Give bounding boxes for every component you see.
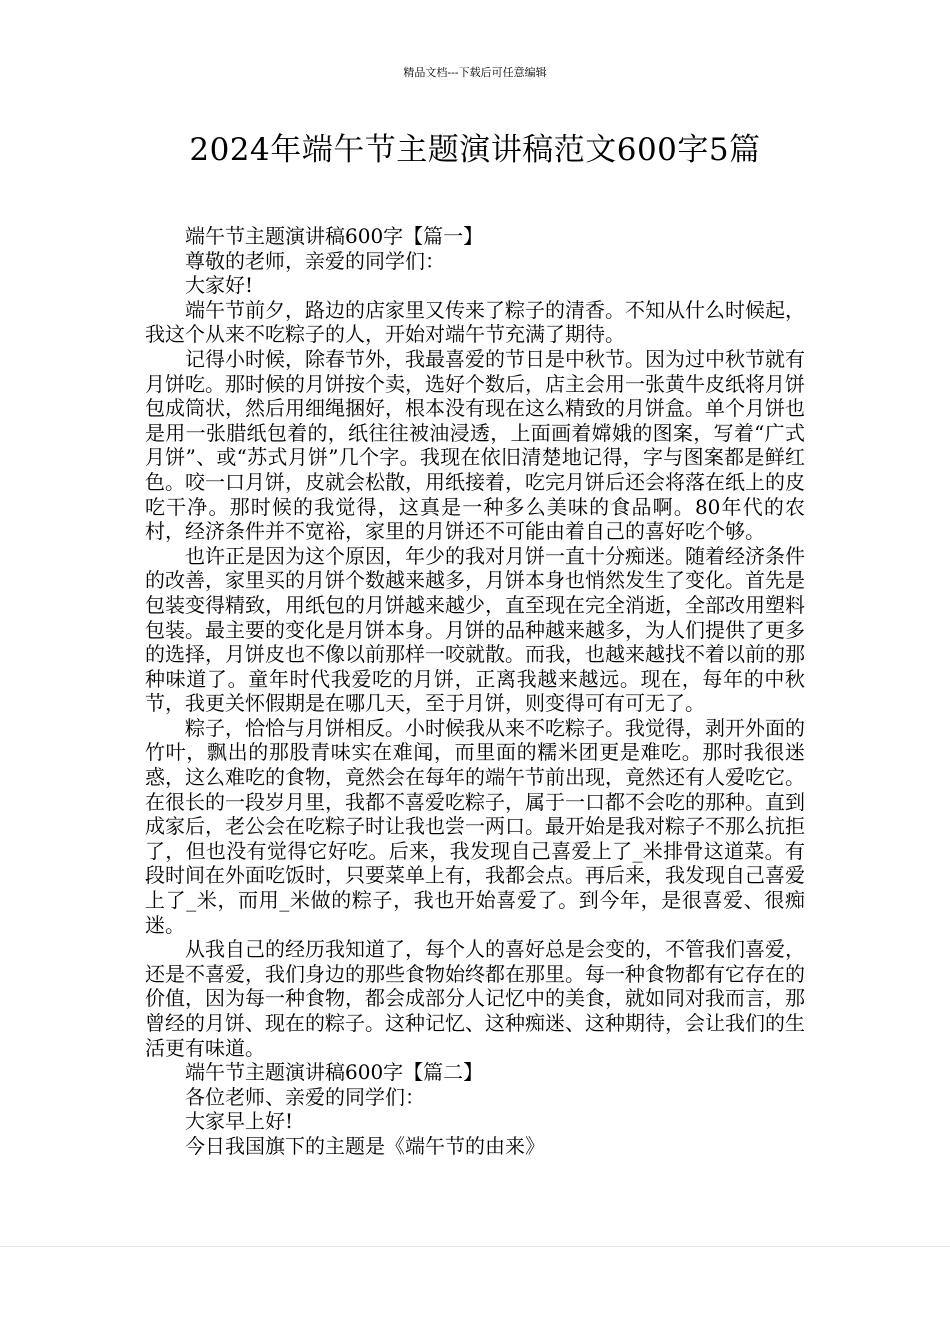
salutation: 各位老师、亲爱的同学们： <box>185 1084 425 1109</box>
paragraph: 今日我国旗下的主题是《端午节的由来》 <box>185 1133 545 1158</box>
greeting: 大家好! <box>185 273 254 298</box>
salutation: 尊敬的老师，亲爱的同学们： <box>185 248 445 273</box>
paragraph: 粽子，恰恰与月饼相反。小时候我从来不吃粽子。我觉得，剥开外面的竹叶，飘出的那股青味实在难闻，而里面的糯米团更是难吃。那时我很迷惑，这么难吃的食物，竟然会在每年的端午节前出现，竟然还有人爱吃它。在很长的一段岁月里，我都不喜爱吃粽子，属于一口都不会吃的那种。直到成家后，老公会在吃粽子时让我也尝一两口。最开始是我对粽子不那么抗拒了，但也没有觉得它好吃。后来，我发现自己喜爱上了_米排骨这道菜。有段时间在外面吃饭时，只要菜单上有，我都会点。再后来，我发现自己喜爱上了_米，而用_米做的粽子，我也开始喜爱了。到今年，是很喜爱、很痴迷。 <box>145 715 805 937</box>
page-bottom-divider <box>0 1246 950 1247</box>
document-body <box>145 224 805 1159</box>
paragraph: 记得小时候，除春节外，我最喜爱的节日是中秋节。因为过中秋节就有月饼吃。那时候的月饼按个卖，选好个数后，店主会用一张黄牛皮纸将月饼包成筒状，然后用细绳捆好，根本没有现在这么精致的月饼盒。单个月饼也是用一张腊纸包着的，纸往往被油浸透，上面画着嫦娥的图案，写着“广式月饼”、或“苏式月饼”几个字。我现在依旧清楚地记得，字与图案都是鲜红色。咬一口月饼，皮就会松散，用纸接着，吃完月饼后还会将落在纸上的皮吃干净。那时候的我觉得，这真是一种多么美味的食品啊。80年代的农村，经济条件并不宽裕，家里的月饼还不可能由着自己的喜好吃个够。 <box>145 346 805 544</box>
greeting: 大家早上好! <box>185 1109 294 1134</box>
section-heading-2: 端午节主题演讲稿600字【篇二】 <box>185 1060 484 1085</box>
section-heading-1: 端午节主题演讲稿600字【篇一】 <box>185 224 484 248</box>
document-title: 2024年端午节主题演讲稿范文600字5篇 <box>189 132 761 168</box>
paragraph: 也许正是因为这个原因，年少的我对月饼一直十分痴迷。随着经济条件的改善，家里买的月饼个数越来越多，月饼本身也悄然发生了变化。首先是包装变得精致，用纸包的月饼越来越少，直至现在完全消逝，全部改用塑料包装。最主要的变化是月饼本身。月饼的品种越来越多，为人们提供了更多的选择，月饼皮也不像以前那样一咬就散。而我，也越来越找不着以前的那种味道了。童年时代我爱吃的月饼，正离我越来越远。现在，每年的中秋节，我更关怀假期是在哪几天，至于月饼，则变得可有可无了。 <box>145 543 805 716</box>
paragraph: 从我自己的经历我知道了，每个人的喜好总是会变的，不管我们喜爱，还是不喜爱，我们身边的那些食物始终都在那里。每一种食物都有它存在的价值，因为每一种食物，都会成部分人记忆中的美食，就如同对我而言，那曾经的月饼、现在的粽子。这种记忆、这种痴迷、这种期待，会让我们的生活更有味道。 <box>145 937 805 1060</box>
paragraph: 端午节前夕，路边的店家里又传来了粽子的清香。不知从什么时候起，我这个从来不吃粽子的人，开始对端午节充满了期待。 <box>145 297 805 347</box>
header-note: 精品文档---下载后可任意编辑 <box>403 66 547 79</box>
